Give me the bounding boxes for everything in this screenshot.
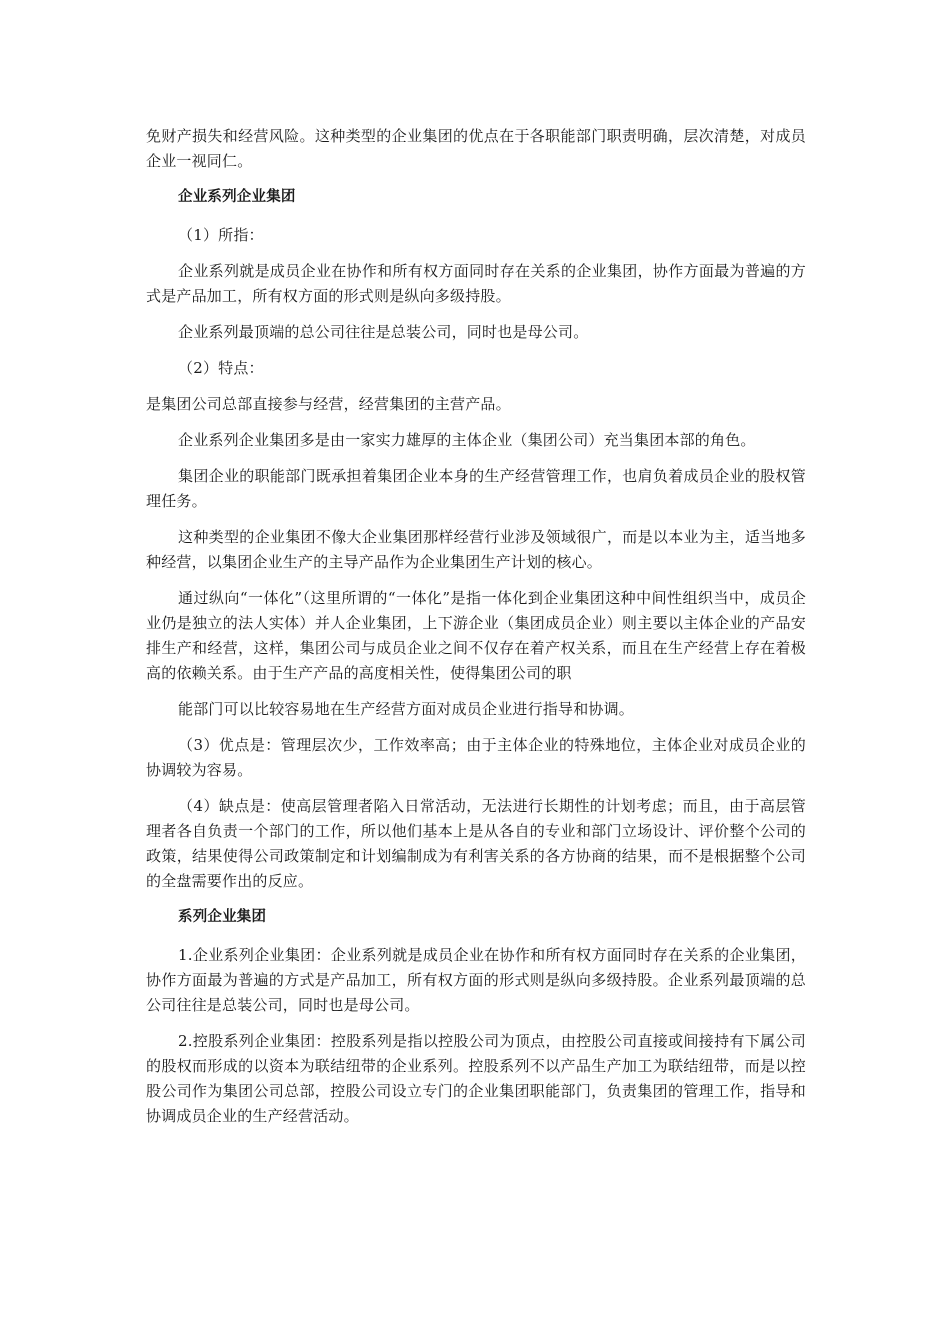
paragraph: 免财产损失和经营风险。这种类型的企业集团的优点在于各职能部门职责明确，层次清楚，对成员企业一视同仁。 xyxy=(146,127,806,170)
paragraph: 能部门可以比较容易地在生产经营方面对成员企业进行指导和协调。 xyxy=(178,700,635,718)
paragraph: 2.控股系列企业集团：控股系列是指以控股公司为顶点，由控股公司直接或间接持有下属公司的股权而形成的以资本为联结纽带的企业系列。控股系列不以产品生产加工为联结纽带，而是以控股公司作为集团公司总部，控股公司设立专门的企业集团职能部门，负责集团的管理工作，指导和协调成员企业的生产经营活动。 xyxy=(146,1032,806,1125)
paragraph: 企业系列企业集团多是由一家实力雄厚的主体企业（集团公司）充当集团本部的角色。 xyxy=(178,431,756,449)
paragraph: 企业系列就是成员企业在协作和所有权方面同时存在关系的企业集团，协作方面最为普遍的方式是产品加工，所有权方面的形式则是纵向多级持股。 xyxy=(146,262,806,305)
paragraph: 企业系列最顶端的总公司往往是总装公司，同时也是母公司。 xyxy=(178,323,589,341)
paragraph: （2）特点： xyxy=(178,359,264,377)
paragraph: （3）优点是：管理层次少，工作效率高；由于主体企业的特殊地位，主体企业对成员企业的协调较为容易。 xyxy=(146,736,806,779)
paragraph: 是集团公司总部直接参与经营，经营集团的主营产品。 xyxy=(146,395,511,413)
paragraph: （1）所指： xyxy=(178,226,264,244)
section-heading: 企业系列企业集团 xyxy=(178,189,296,205)
section-heading: 系列企业集团 xyxy=(178,909,267,925)
paragraph: 1.企业系列企业集团：企业系列就是成员企业在协作和所有权方面同时存在关系的企业集团，协作方面最为普遍的方式是产品加工，所有权方面的形式则是纵向多级持股。企业系列最顶端的总公司往往是总装公司，同时也是母公司。 xyxy=(146,946,806,1014)
paragraph: 通过纵向“一体化”（这里所谓的“一体化”是指一体化到企业集团这种中间性组织当中，成员企业仍是独立的法人实体）并人企业集团，上下游企业（集团成员企业）则主要以主体企业的产品安排生产和经营，这样，集团公司与成员企业之间不仅存在着产权关系，而且在生产经营上存在着极高的依赖关系。由于生产产品的高度相关性，使得集团公司的职 xyxy=(146,589,806,682)
paragraph: （4）缺点是：使高层管理者陷入日常活动，无法进行长期性的计划考虑；而且，由于高层管理者各自负责一个部门的工作，所以他们基本上是从各自的专业和部门立场设计、评价整个公司的政策，结果使得公司政策制定和计划编制成为有利害关系的各方协商的结果，而不是根据整个公司的全盘需要作出的反应。 xyxy=(146,797,806,890)
paragraph: 集团企业的职能部门既承担着集团企业本身的生产经营管理工作，也肩负着成员企业的股权管理任务。 xyxy=(146,467,806,510)
document-page xyxy=(146,124,806,1140)
paragraph: 这种类型的企业集团不像大企业集团那样经营行业涉及领域很广，而是以本业为主，适当地多种经营，以集团企业生产的主导产品作为企业集团生产计划的核心。 xyxy=(146,528,806,571)
